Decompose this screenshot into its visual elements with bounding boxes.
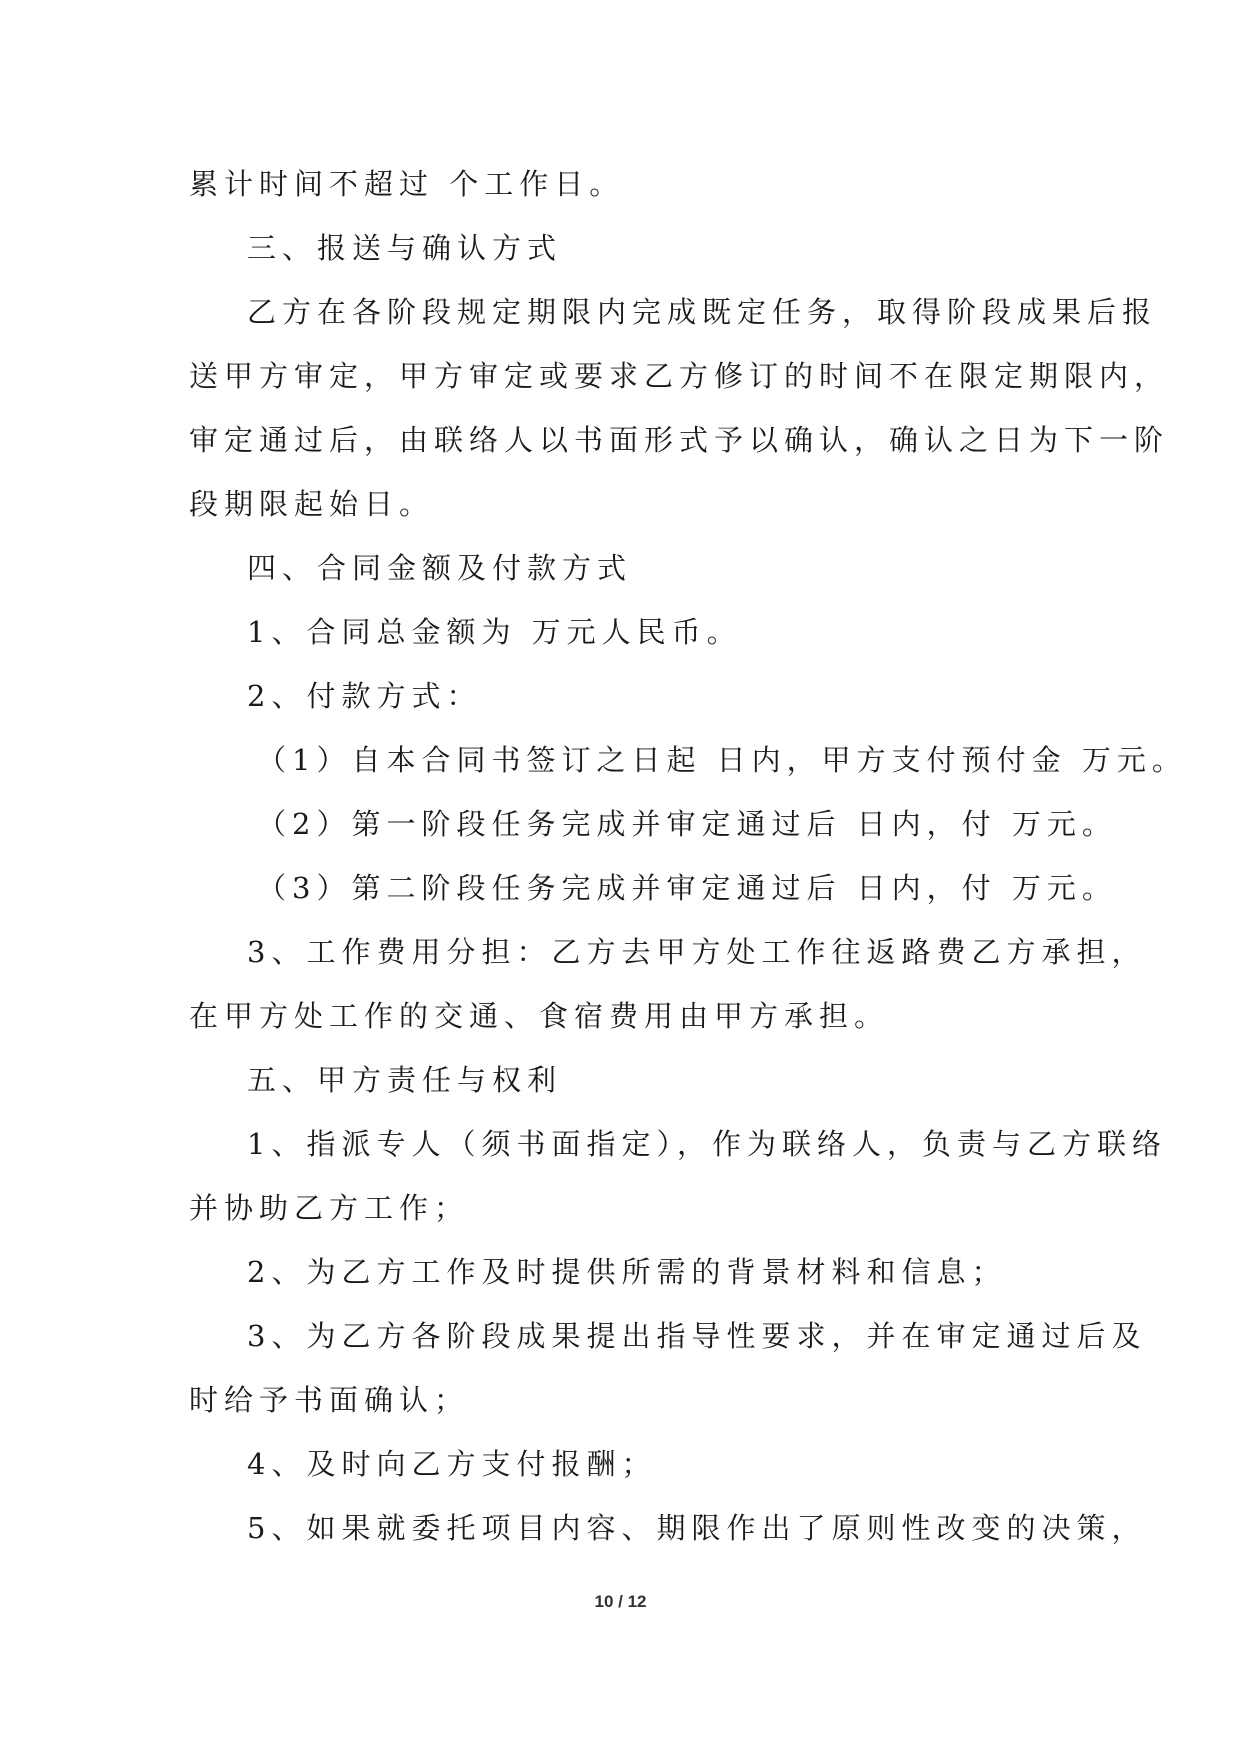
text-line: 审定通过后，由联络人以书面形式予以确认，确认之日为下一阶 (189, 423, 1170, 457)
text-line: 2、付款方式： (247, 679, 482, 713)
text-line: 累计时间不超过 个工作日。 (189, 167, 625, 201)
text-line: 段期限起始日。 (189, 487, 435, 521)
section-heading: 三、报送与确认方式 (247, 231, 563, 265)
text-line: （3）第二阶段任务完成并审定通过后 日内，付 万元。 (257, 871, 1117, 905)
text-line: 3、工作费用分担：乙方去甲方处工作往返路费乙方承担， (247, 935, 1147, 969)
text-line: （1）自本合同书签订之日起 日内，甲方支付预付金 万元。 (257, 743, 1187, 777)
text-line: 时给予书面确认； (189, 1383, 470, 1417)
section-heading: 四、合同金额及付款方式 (247, 551, 633, 585)
section-heading: 五、甲方责任与权利 (247, 1063, 563, 1097)
text-line: 4、及时向乙方支付报酬； (247, 1447, 657, 1481)
text-line: 1、指派专人（须书面指定），作为联络人，负责与乙方联络 (247, 1127, 1167, 1161)
text-line: 并协助乙方工作； (189, 1191, 470, 1225)
text-line: 1、合同总金额为 万元人民币。 (247, 615, 742, 649)
page-number: 10 / 12 (594, 1592, 647, 1611)
text-line: （2）第一阶段任务完成并审定通过后 日内，付 万元。 (257, 807, 1117, 841)
text-line: 2、为乙方工作及时提供所需的背景材料和信息； (247, 1255, 1007, 1289)
text-line: 送甲方审定，甲方审定或要求乙方修订的时间不在限定期限内， (189, 359, 1170, 393)
text-line: 在甲方处工作的交通、食宿费用由甲方承担。 (189, 999, 890, 1033)
text-line: 3、为乙方各阶段成果提出指导性要求，并在审定通过后及 (247, 1319, 1147, 1353)
text-line: 5、如果就委托项目内容、期限作出了原则性改变的决策， (247, 1511, 1147, 1545)
text-line: 乙方在各阶段规定期限内完成既定任务，取得阶段成果后报 (247, 295, 1158, 329)
